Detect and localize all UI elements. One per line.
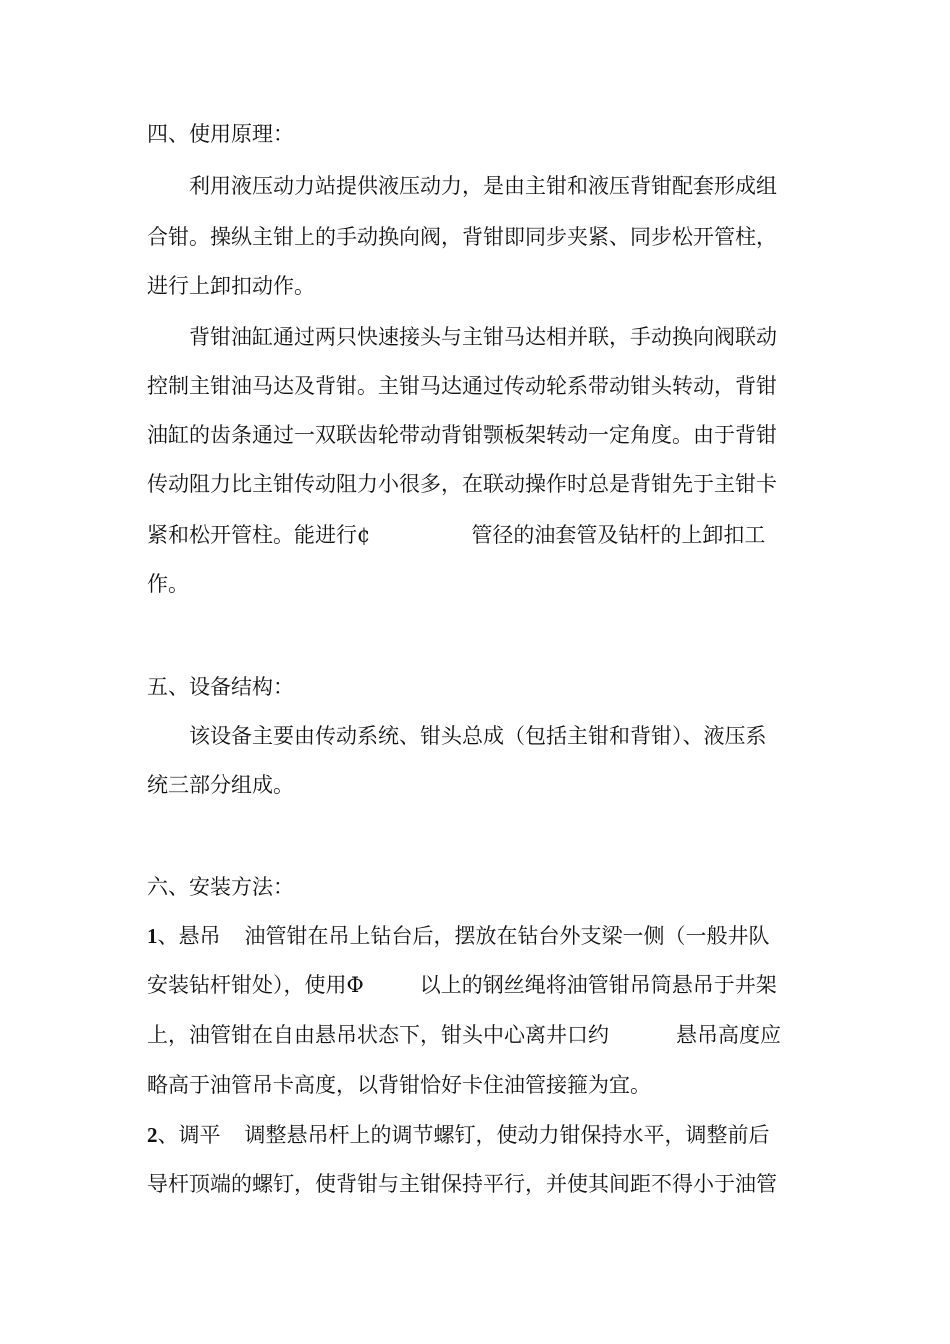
item-number: 1 bbox=[147, 924, 158, 948]
paragraph-line: 略高于油管吊卡高度，以背钳恰好卡住油管接箍为宜。 bbox=[147, 1073, 651, 1097]
paragraph-line: 利用液压动力站提供液压动力，是由主钳和液压背钳配套形成组 bbox=[189, 174, 777, 198]
paragraph-line: 油缸的齿条通过一双联齿轮带动背钳颚板架转动一定角度。由于背钳 bbox=[147, 423, 777, 447]
paragraph-line: 合钳。操纵主钳上的手动换向阀，背钳即同步夹紧、同步松开管柱， bbox=[147, 225, 777, 249]
paragraph-line: 传动阻力比主钳传动阻力小很多，在联动操作时总是背钳先于主钳卡 bbox=[147, 472, 777, 496]
item-title: 、调平 bbox=[157, 1123, 221, 1147]
paragraph-line: 该设备主要由传动系统、钳头总成（包括主钳和背钳）、液压系 bbox=[189, 724, 767, 748]
paragraph-line: 导杆顶端的螺钉，使背钳与主钳保持平行，并使其间距不得小于油管 bbox=[147, 1172, 777, 1196]
text-fragment: 调整悬吊杆上的调节螺钉，使动力钳保持水平，调整前后 bbox=[244, 1123, 770, 1147]
section-5-heading: 五、设备结构： bbox=[147, 675, 294, 699]
section-6-heading: 六、安装方法： bbox=[147, 875, 294, 899]
text-fragment: 以上的钢丝绳将油管钳吊筒悬吊于井架 bbox=[419, 973, 777, 997]
paragraph-line: 背钳油缸通过两只快速接头与主钳马达相并联，手动换向阀联动 bbox=[189, 325, 777, 349]
item-title: 、悬吊 bbox=[157, 924, 221, 948]
list-item-line bbox=[147, 1121, 810, 1149]
text-fragment: 管径的油套管及钻杆的上卸扣工 bbox=[471, 523, 766, 547]
paragraph-line: 进行上卸扣动作。 bbox=[147, 274, 315, 298]
text-fragment: 悬吊高度应 bbox=[676, 1023, 781, 1047]
section-4-heading: 四、使用原理： bbox=[147, 122, 294, 146]
text-fragment: 安装钻杆钳处），使用Φ bbox=[147, 973, 364, 997]
item-number: 2 bbox=[147, 1123, 158, 1147]
paragraph-line-with-gap bbox=[147, 971, 810, 999]
paragraph-line: 控制主钳油马达及背钳。主钳马达通过传动轮系带动钳头转动，背钳 bbox=[147, 374, 777, 398]
paragraph-line: 统三部分组成。 bbox=[147, 773, 294, 797]
text-fragment: 紧和松开管柱。能进行¢ bbox=[147, 523, 371, 547]
text-fragment: 上，油管钳在自由悬吊状态下，钳头中心离井口约 bbox=[147, 1023, 609, 1047]
list-item-line bbox=[147, 922, 810, 950]
paragraph-line-with-gap bbox=[147, 1021, 810, 1049]
paragraph-line-with-gap bbox=[147, 521, 810, 549]
paragraph-line: 作。 bbox=[147, 572, 189, 596]
text-fragment: 油管钳在吊上钻台后，摆放在钻台外支梁一侧（一般井队 bbox=[244, 924, 770, 948]
